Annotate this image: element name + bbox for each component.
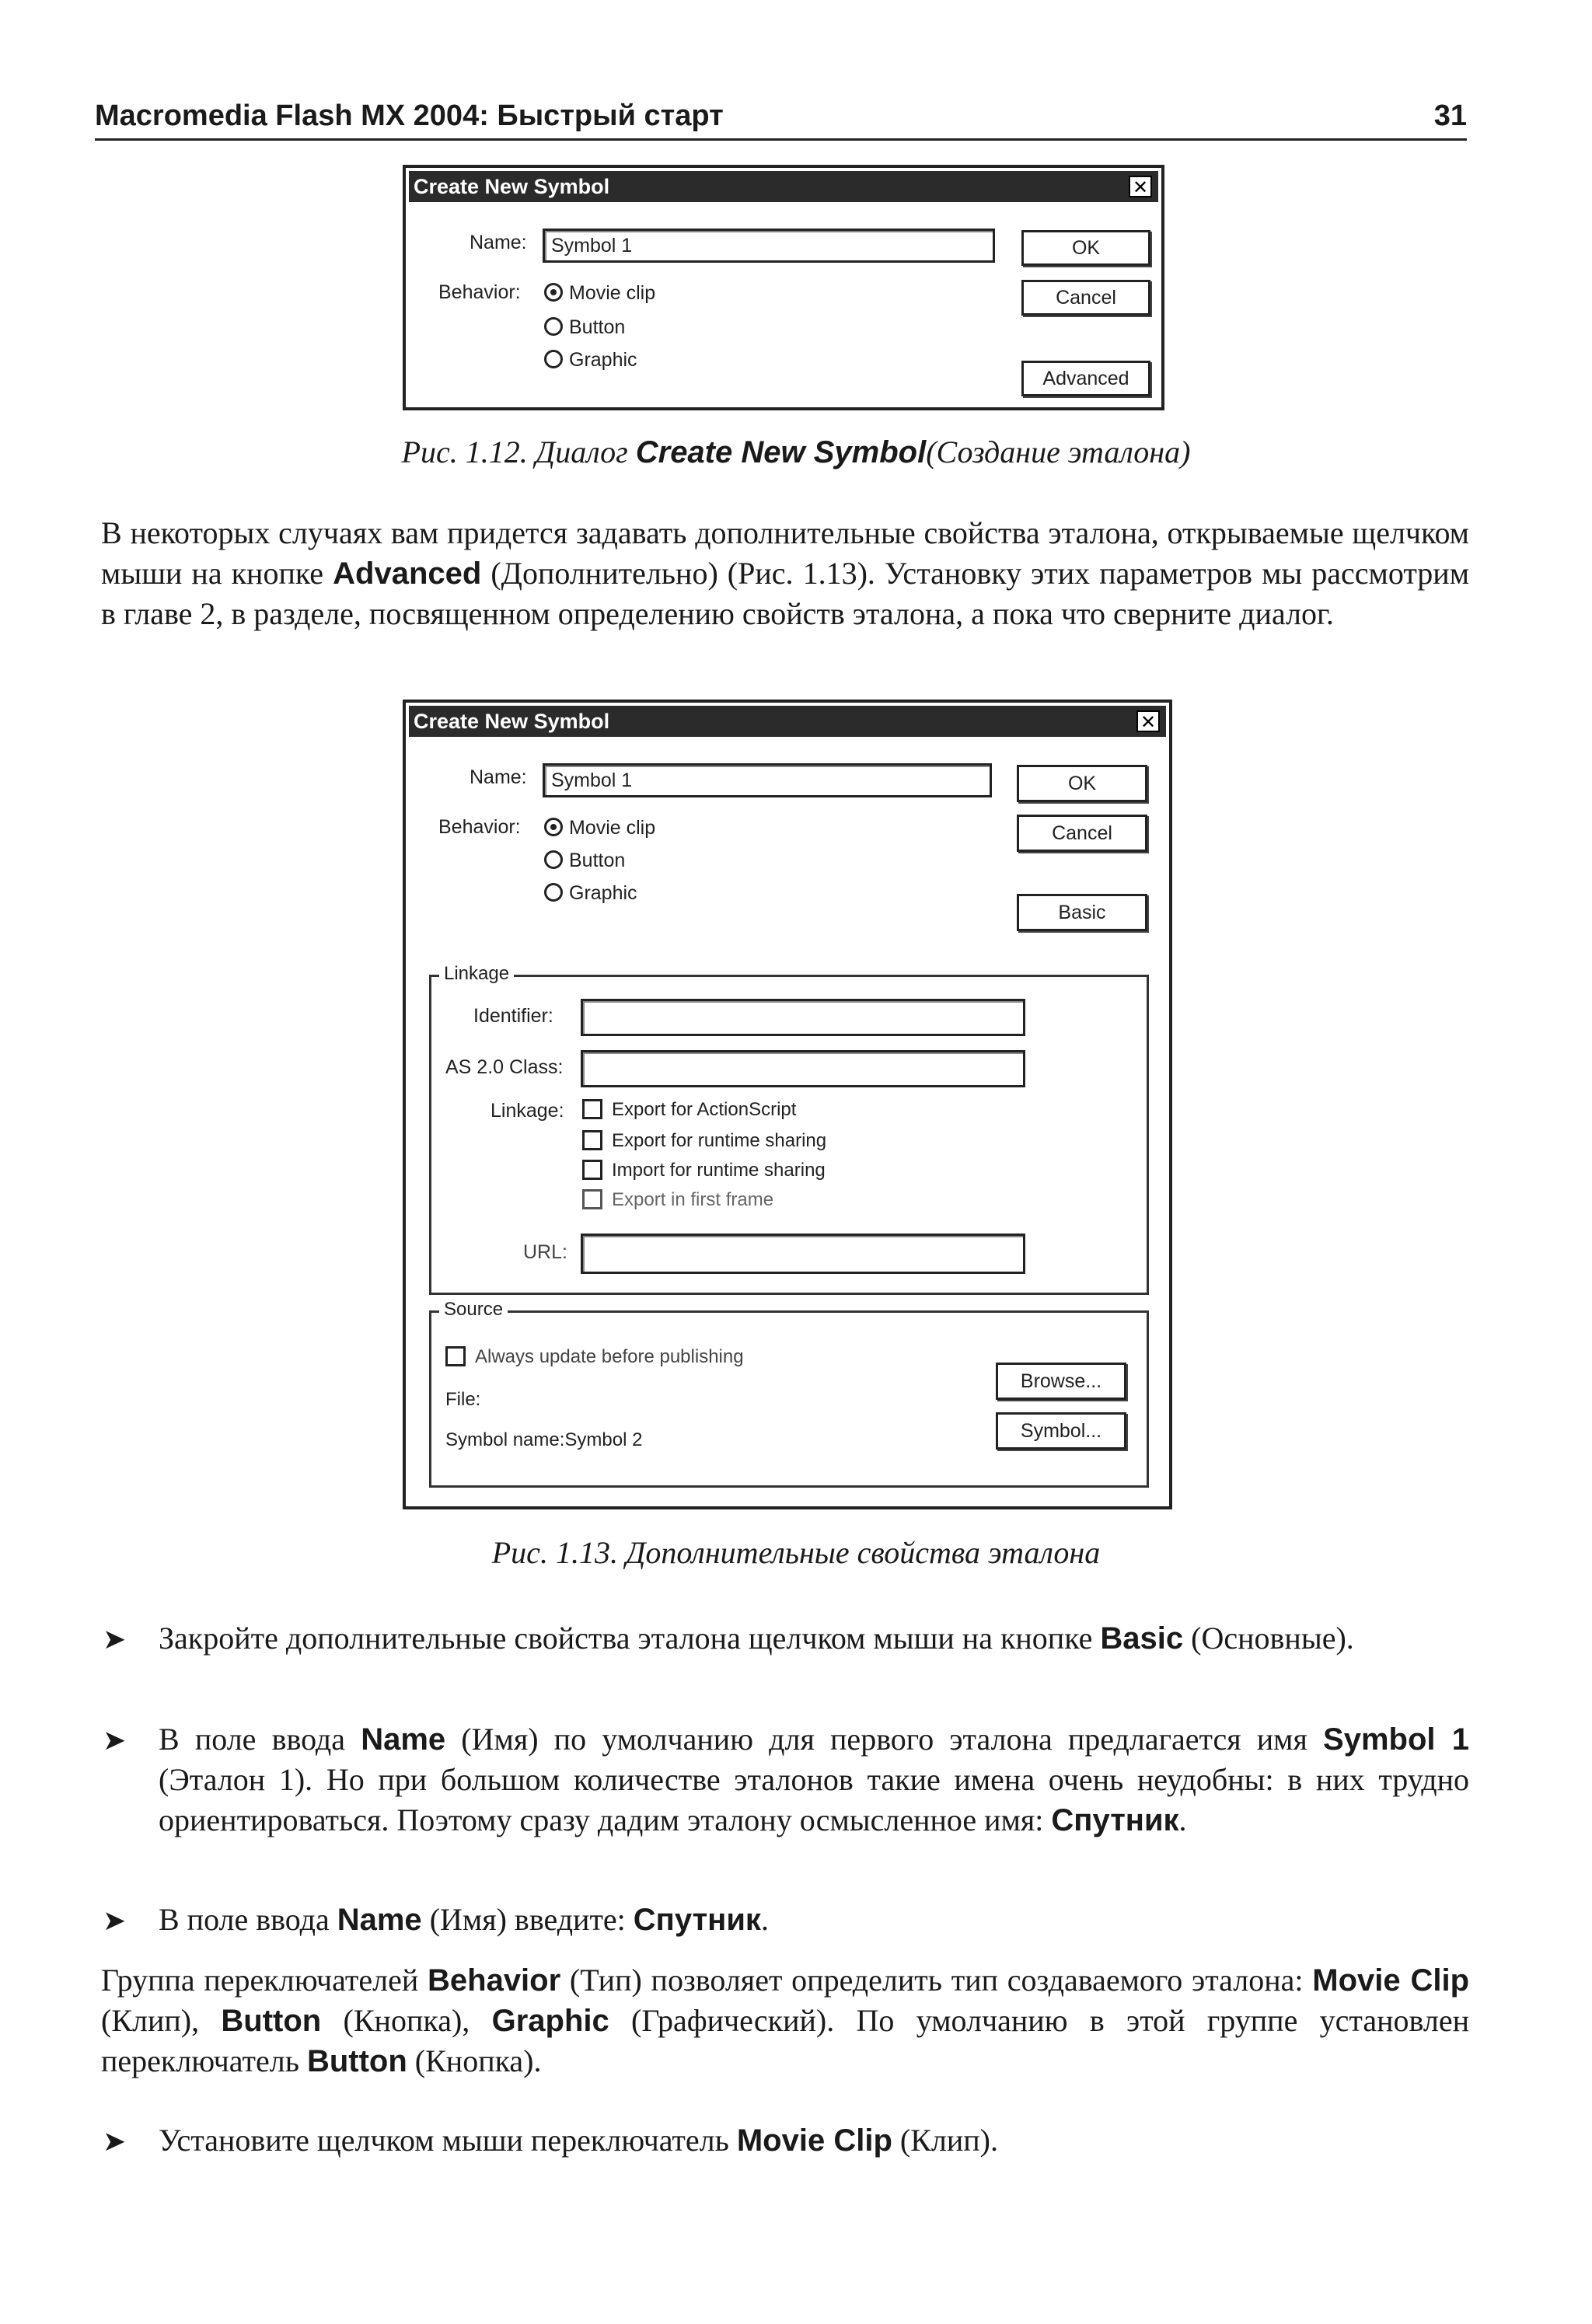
linkage-group <box>429 963 1149 1295</box>
checkbox-icon <box>445 1346 466 1366</box>
dialog-titlebar <box>409 706 1166 737</box>
checkbox-icon <box>582 1189 602 1209</box>
radio-icon <box>544 350 563 368</box>
page-number: 31 <box>1433 99 1467 132</box>
bullet-arrow-icon: ➤ <box>103 1905 127 1936</box>
bullet-name-default: В поле ввода Name (Имя) по умолчанию для первого эталона предлагается имя Symbol 1 (Эталон 1). Но при большом количестве эталонов такие имена очень неудобны: в них трудно ориентироваться. Поэтому сразу дадим эталону осмысленное имя: Спутник. <box>159 1722 1470 1837</box>
source-group <box>429 1299 1149 1488</box>
cancel-button[interactable]: Cancel <box>1021 280 1150 316</box>
dialog-titlebar <box>409 171 1158 202</box>
radio-graphic[interactable]: Graphic <box>544 880 637 906</box>
radio-icon <box>544 317 563 336</box>
browse-button[interactable]: Browse... <box>996 1363 1126 1400</box>
bullet-select-movie-clip: Установите щелчком мыши переключатель Movie Clip (Клип). <box>159 2123 998 2158</box>
ok-button[interactable]: OK <box>1021 230 1150 266</box>
paragraph-intro: В некоторых случаях вам придется задавать дополнительные свойства эталона, открываемые щелчком мыши на кнопке Advanced (Дополнительно) (Рис. 1.13). Установку этих параметров мы рассмотрим в главе 2, в разделе, посвященном определению свойств эталона, а пока что сверните диалог. <box>101 515 1470 631</box>
export-first-frame-checkbox[interactable]: Export in first frame <box>582 1187 773 1213</box>
radio-graphic[interactable]: Graphic <box>544 347 637 373</box>
name-label: Name: <box>470 766 527 788</box>
dialog-title: Create New Symbol <box>414 175 610 198</box>
identifier-label: Identifier: <box>473 1005 553 1027</box>
basic-button[interactable]: Basic <box>1017 894 1147 931</box>
bullet-close-advanced: Закройте дополнительные свойства эталона щелчком мыши на кнопке Basic (Основные). <box>159 1621 1354 1656</box>
export-runtime-checkbox[interactable]: Export for runtime sharing <box>582 1128 826 1154</box>
as-class-label: AS 2.0 Class: <box>445 1056 564 1078</box>
name-input[interactable]: Symbol 1 <box>543 763 992 797</box>
radio-selected-icon <box>544 818 563 836</box>
checkbox-icon <box>582 1130 602 1150</box>
url-input[interactable] <box>581 1234 1025 1274</box>
bullet-enter-name: В поле ввода Name (Имя) введите: Спутник. <box>159 1902 769 1937</box>
checkbox-icon <box>582 1160 602 1180</box>
create-symbol-dialog-basic <box>403 165 1164 410</box>
symbol-name-text: Symbol name:Symbol 2 <box>445 1429 643 1450</box>
bullet-arrow-icon: ➤ <box>103 1725 127 1756</box>
radio-button[interactable]: Button <box>544 847 625 874</box>
url-label: URL: <box>523 1241 567 1263</box>
always-update-checkbox[interactable]: Always update before publishing <box>445 1344 744 1370</box>
running-header <box>95 93 1467 141</box>
cancel-button[interactable]: Cancel <box>1017 815 1147 852</box>
create-symbol-dialog-advanced <box>403 700 1172 1509</box>
file-label: File: <box>445 1389 481 1410</box>
behavior-label: Behavior: <box>438 281 521 303</box>
ok-button[interactable]: OK <box>1017 765 1147 802</box>
identifier-input[interactable] <box>581 999 1025 1036</box>
close-icon[interactable]: ✕ <box>1129 176 1152 197</box>
source-group-label: Source <box>439 1299 508 1321</box>
import-runtime-checkbox[interactable]: Import for runtime sharing <box>582 1157 826 1184</box>
bullet-arrow-icon: ➤ <box>103 2126 127 2157</box>
behavior-label: Behavior: <box>438 816 521 838</box>
as-class-input[interactable] <box>581 1050 1025 1087</box>
name-input[interactable]: Symbol 1 <box>543 229 995 263</box>
dialog-title: Create New Symbol <box>414 710 610 733</box>
book-title: Macromedia Flash MX 2004: Быстрый старт <box>95 99 724 132</box>
radio-icon <box>544 850 563 869</box>
name-label: Name: <box>470 232 527 253</box>
paragraph-behavior: Группа переключателей Behavior (Тип) позволяет определить тип создаваемого эталона: Movie Clip (Клип), Button (Кнопка), Graphic (Графический). По умолчанию в этой группе установлен переключатель Button (Кнопка). <box>101 1963 1470 2078</box>
radio-selected-icon <box>544 283 563 302</box>
linkage-group-label: Linkage <box>439 963 514 985</box>
symbol-button[interactable]: Symbol... <box>996 1412 1126 1450</box>
checkbox-icon <box>582 1099 602 1119</box>
advanced-button[interactable]: Advanced <box>1021 361 1150 396</box>
figure-caption-1-12: Рис. 1.12. Диалог Create New Symbol(Создание эталона) <box>401 434 1191 469</box>
radio-movie-clip[interactable]: Movie clip <box>544 815 655 841</box>
radio-button[interactable]: Button <box>544 314 625 340</box>
bullet-arrow-icon: ➤ <box>103 1624 127 1655</box>
export-actionscript-checkbox[interactable]: Export for ActionScript <box>582 1097 796 1123</box>
figure-caption-1-13: Рис. 1.13. Дополнительные свойства эталона <box>491 1535 1101 1570</box>
close-icon[interactable]: ✕ <box>1136 710 1160 732</box>
linkage-label: Linkage: <box>491 1100 564 1122</box>
radio-movie-clip[interactable]: Movie clip <box>544 280 655 306</box>
radio-icon <box>544 883 563 902</box>
